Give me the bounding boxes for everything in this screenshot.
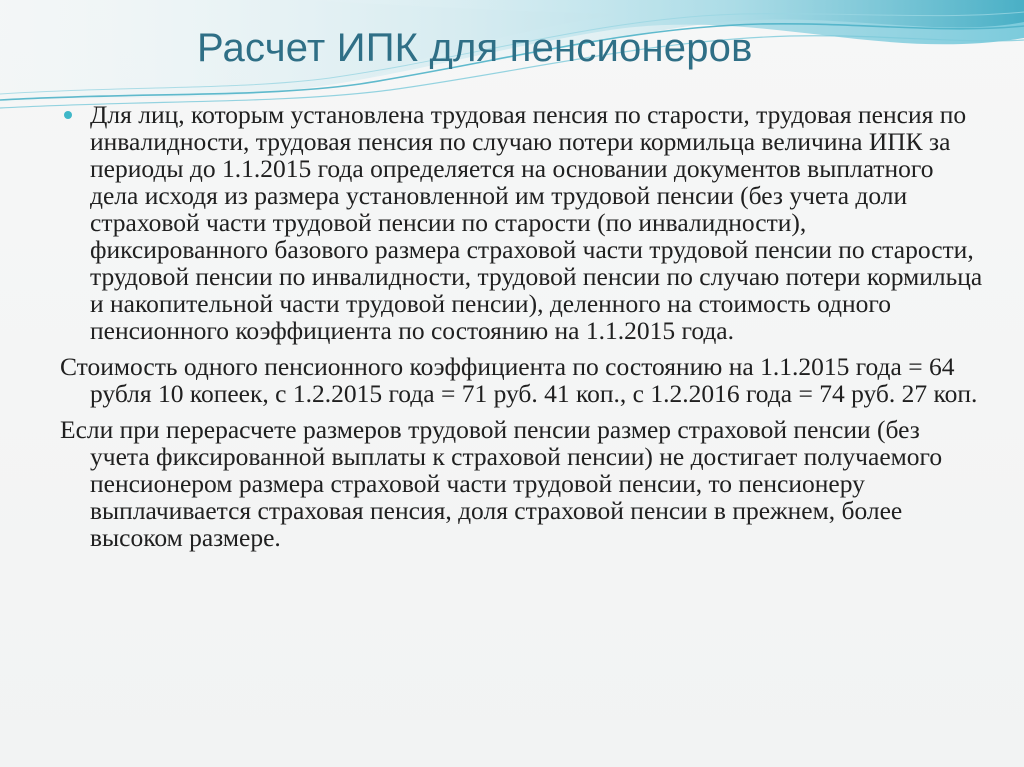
paragraph-text: Стоимость одного пенсионного коэффициента по состоянию на 1.1.2015 года = 64 рубля 10 копеек, с 1.2.2015 года = 71 руб. 41 коп., с 1.2.2016 года = 74 руб. 27 коп. [60, 352, 978, 408]
paragraph-coefficient-cost [60, 353, 985, 407]
bullet-dot-icon [64, 111, 72, 119]
paragraph-text: Для лиц, которым установлена трудовая пенсия по старости, трудовая пенсия по инвалидности, трудовая пенсия по случаю потери кормильца величина ИПК за периоды до 1.1.2015 года определяется на основании документов выплатного дела исходя из размера установленной им трудовой пенсии (без учета доли страховой части трудовой пенсии по старости (по инвалидности), фиксированного базового размера страховой части трудовой пенсии по старости, трудовой пенсии по инвалидности, трудовой пенсии по случаю потери кормильца и накопительной части трудовой пенсии), деленного на стоимость одного пенсионного коэффициента по состоянию на 1.1.2015 года. [90, 100, 983, 345]
slide-title: Расчет ИПК для пенсионеров [197, 26, 753, 70]
paragraph-recalculation [60, 416, 985, 551]
paragraph-text: Если при перерасчете размеров трудовой пенсии размер страховой пенсии (без учета фиксированной выплаты к страховой пенсии) не достигает получаемого пенсионером размера страховой части трудовой пенсии, то пенсионеру выплачивается страховая пенсия, доля страховой пенсии в прежнем, более высоком размере. [60, 415, 943, 552]
slide-body [60, 101, 985, 551]
paragraph-ipk-calculation [60, 101, 985, 344]
